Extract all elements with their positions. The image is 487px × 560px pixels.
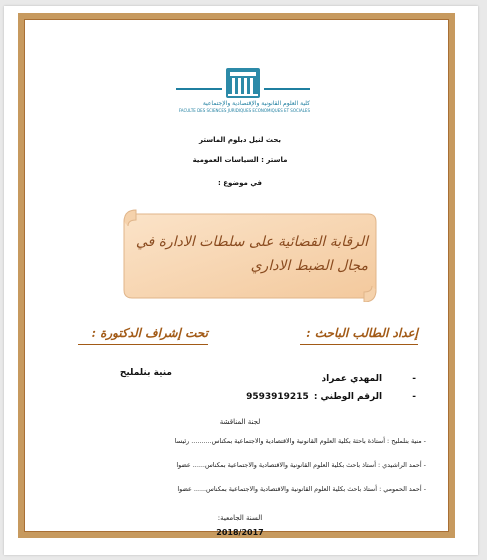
thesis-title-line-2: مجال الضبط الاداري	[250, 258, 368, 274]
national-id-value: 9593919215	[246, 392, 309, 402]
committee-title: لجنة المناقشة	[219, 418, 261, 426]
faculty-emblem-icon	[172, 66, 314, 100]
prepared-by-heading: إعداد الطالب الباحث :	[306, 326, 418, 340]
committee-member-1: - منية بنلمليح : أستاذة باحثة بكلية العلوم القانونية والاقتصادية والاجتماعية بمكناس.......... رئيسا	[174, 437, 426, 445]
student-name: المهدي عمراد	[321, 374, 383, 384]
student-name-row	[240, 366, 416, 385]
committee-member-3: - أحمد الحمومي : أستاذ باحث بكلية العلوم القانونية والاقتصادية والاجتماعية بمكناس...... عضوا	[177, 485, 426, 493]
academic-year-value: 2018/2017	[216, 528, 264, 537]
degree-line: بحث لنيل دبلوم الماستر	[198, 136, 282, 144]
supervision-heading: تحت إشراف الدكتورة :	[91, 326, 208, 340]
national-id-label: الرقم الوطني :	[313, 392, 383, 402]
committee-member-2: - أحمد الراشيدي : أستاذ باحث بكلية العلوم القانونية والاقتصادية والاجتماعية بمكناس...... عضوا	[176, 461, 426, 469]
faculty-name-arabic: كلية العلوم القانونية والإقتصادية والإجتماعية	[202, 100, 310, 107]
supervision-underline	[78, 344, 208, 345]
thesis-title	[128, 232, 368, 276]
prepared-by-underline	[300, 344, 418, 345]
bullet: -	[412, 374, 416, 384]
supervisor-name: منية بنلمليح	[119, 368, 172, 378]
academic-year-label: السنة الجامعية:	[217, 514, 263, 522]
bullet: -	[412, 392, 416, 402]
faculty-logo	[172, 66, 314, 116]
faculty-name-french: FACULTE DES SCIENCES JURIDIQUES ECONOMIQUES ET SOCIALES	[178, 108, 310, 113]
master-line: ماستر : السياسات العمومية	[192, 156, 288, 164]
student-id-row	[240, 384, 416, 403]
topic-line: في موضوع :	[218, 179, 262, 187]
thesis-title-line-1: الرقابة القضائية على سلطات الادارة في	[135, 234, 368, 250]
